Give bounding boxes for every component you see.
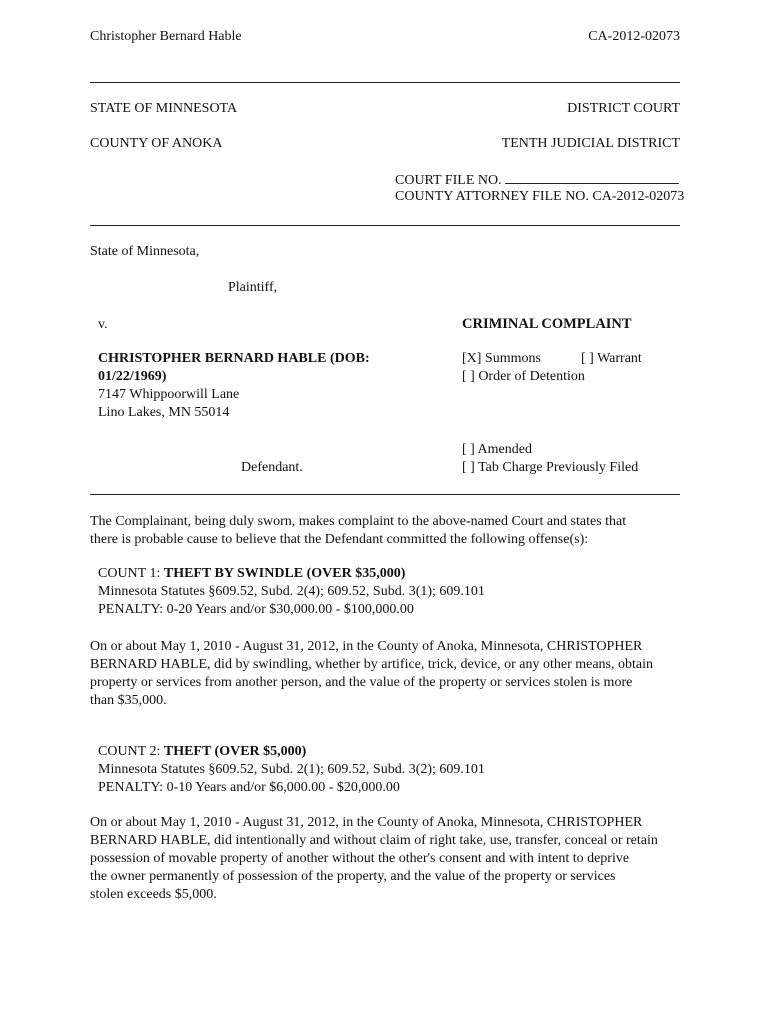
defendant-name-line2: 01/22/1969) [98,369,167,384]
court-file-number [395,171,679,189]
tab-charge-checkbox: [ ] Tab Charge Previously Filed [462,460,639,475]
header-case-number: CA-2012-02073 [588,29,680,44]
county-caption: COUNTY OF ANOKA [90,136,223,151]
count1-line: On or about May 1, 2010 - August 31, 2012, in the County of Anoka, Minnesota, CHRISTOPHER [90,639,643,654]
amended-checkbox: [ ] Amended [462,442,532,457]
warrant-checkbox: [ ] Warrant [581,351,642,366]
defendant-address-line1: 7147 Whippoorwill Lane [98,387,240,402]
count2-line: BERNARD HABLE, did intentionally and without claim of right take, use, transfer, conceal or retain [90,833,658,848]
count1-penalty: PENALTY: 0-20 Years and/or $30,000.00 - $100,000.00 [98,602,414,617]
count2-prefix: COUNT 2: [98,744,164,759]
count2-line: On or about May 1, 2010 - August 31, 2012, in the County of Anoka, Minnesota, CHRISTOPHER [90,815,643,830]
count2-line: possession of movable property of another without the other's consent and with intent to deprive [90,851,630,866]
count2-title: THEFT (OVER $5,000) [163,744,307,759]
summons-checkbox: [X] Summons [462,351,541,366]
complaint-title: CRIMINAL COMPLAINT [462,316,632,332]
court-caption: DISTRICT COURT [567,101,680,116]
header-divider [90,82,680,83]
intro-line: there is probable cause to believe that the Defendant committed the following offense(s): [90,532,589,547]
county-attorney-file: COUNTY ATTORNEY FILE NO. CA-2012-02073 [395,189,685,204]
count2-heading [98,744,306,760]
count1-description [90,638,674,710]
count2-line: the owner permanently of possession of the property, and the value of the property or services [90,869,616,884]
intro-line: The Complainant, being duly sworn, makes complaint to the above-named Court and states that [90,514,627,529]
count1-title: THEFT BY SWINDLE (OVER $35,000) [163,566,406,581]
district-caption: TENTH JUDICIAL DISTRICT [501,136,680,151]
count2-penalty: PENALTY: 0-10 Years and/or $6,000.00 - $20,000.00 [98,780,400,795]
plaintiff-label: Plaintiff, [228,280,278,295]
header-name: Christopher Bernard Hable [90,29,242,44]
court-file-blank [505,171,679,184]
defendant-address-line2: Lino Lakes, MN 55014 [98,405,230,420]
defendant-label: Defendant. [241,460,303,475]
count1-statutes: Minnesota Statutes §609.52, Subd. 2(4); 609.52, Subd. 3(1); 609.101 [98,584,485,599]
state-caption: STATE OF MINNESOTA [90,101,238,116]
count2-statutes: Minnesota Statutes §609.52, Subd. 2(1); 609.52, Subd. 3(2); 609.101 [98,762,485,777]
caption-divider [90,225,680,226]
count2-description [90,814,674,904]
count1-line: BERNARD HABLE, did by swindling, whether by artifice, trick, device, or any other means, obtain [90,657,653,672]
detention-checkbox: [ ] Order of Detention [462,369,585,384]
versus: v. [98,317,108,332]
count1-prefix: COUNT 1: [98,566,164,581]
count2-line: stolen exceeds $5,000. [90,887,217,902]
plaintiff-name: State of Minnesota, [90,244,200,259]
complaint-intro [90,513,674,549]
court-file-label: COURT FILE NO. [395,173,502,188]
count1-line: than $35,000. [90,693,167,708]
parties-divider [90,494,680,495]
count1-line: property or services from another person, and the value of the property or services stolen is more [90,675,633,690]
defendant-name-line1: CHRISTOPHER BERNARD HABLE (DOB: [98,351,370,366]
count1-heading [98,566,405,582]
